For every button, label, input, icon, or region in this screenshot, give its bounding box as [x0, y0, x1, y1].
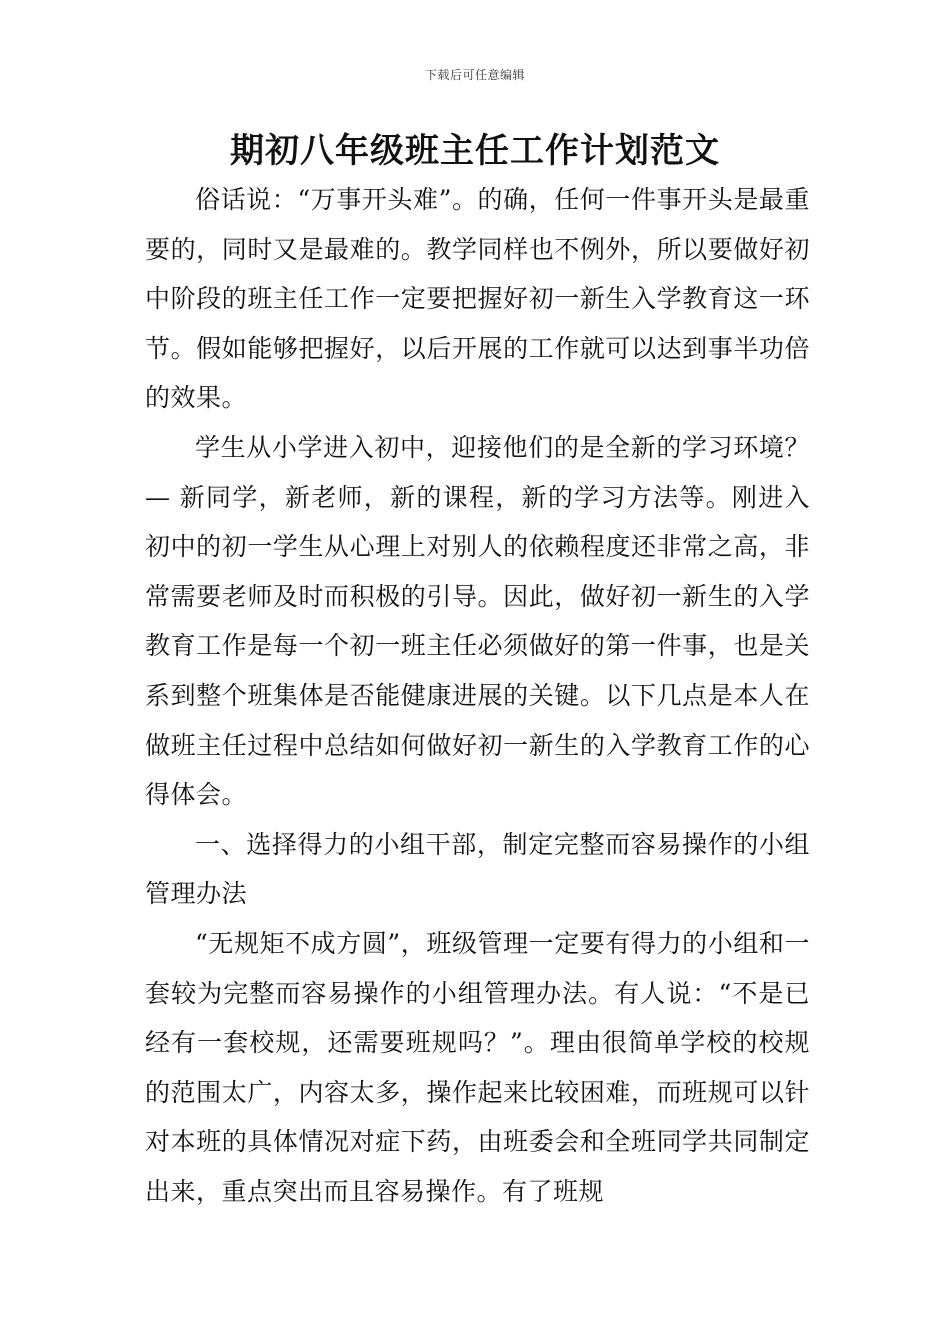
document-body [145, 175, 810, 1216]
paragraph-transition: 学生从小学进入初中，迎接他们的是全新的学习环境？— 新同学，新老师，新的课程，新的学习方法等。刚进入初中的初一学生从心理上对别人的依赖程度还非常之高，非常需要老师及时而积极的引导。因此，做好初一新生的入学教育工作是每一个初一班主任必须做好的第一件事，也是关系到整个班集体是否能健康进展的关键。以下几点是本人在做班主任过程中总结如何做好初一新生的入学教育工作的心得体会。 [145, 432, 810, 810]
header-note: 下载后可任意编辑 [424, 68, 525, 82]
paragraph-class-rules: “无规矩不成方圆”，班级管理一定要有得力的小组和一套较为完整而容易操作的小组管理办法。有人说：“不是已经有一套校规，还需要班规吗？”。理由很简单学校的校规的范围太广，内容太多，操作起来比较困难，而班规可以针对本班的具体情况对症下药，由班委会和全班同学共同制定出来，重点突出而且容易操作。有了班规 [145, 928, 810, 1206]
document-title: 期初八年级班主任工作计划范文 [230, 131, 720, 171]
paragraph-intro: 俗话说：“万事开头难”。的确，任何一件事开头是最重要的，同时又是最难的。教学同样也不例外，所以要做好初中阶段的班主任工作一定要把握好初一新生入学教育这一环节。假如能够把握好，以后开展的工作就可以达到事半功倍的效果。 [145, 185, 810, 413]
section-heading-1: 一、选择得力的小组干部，制定完整而容易操作的小组管理办法 [145, 829, 810, 909]
